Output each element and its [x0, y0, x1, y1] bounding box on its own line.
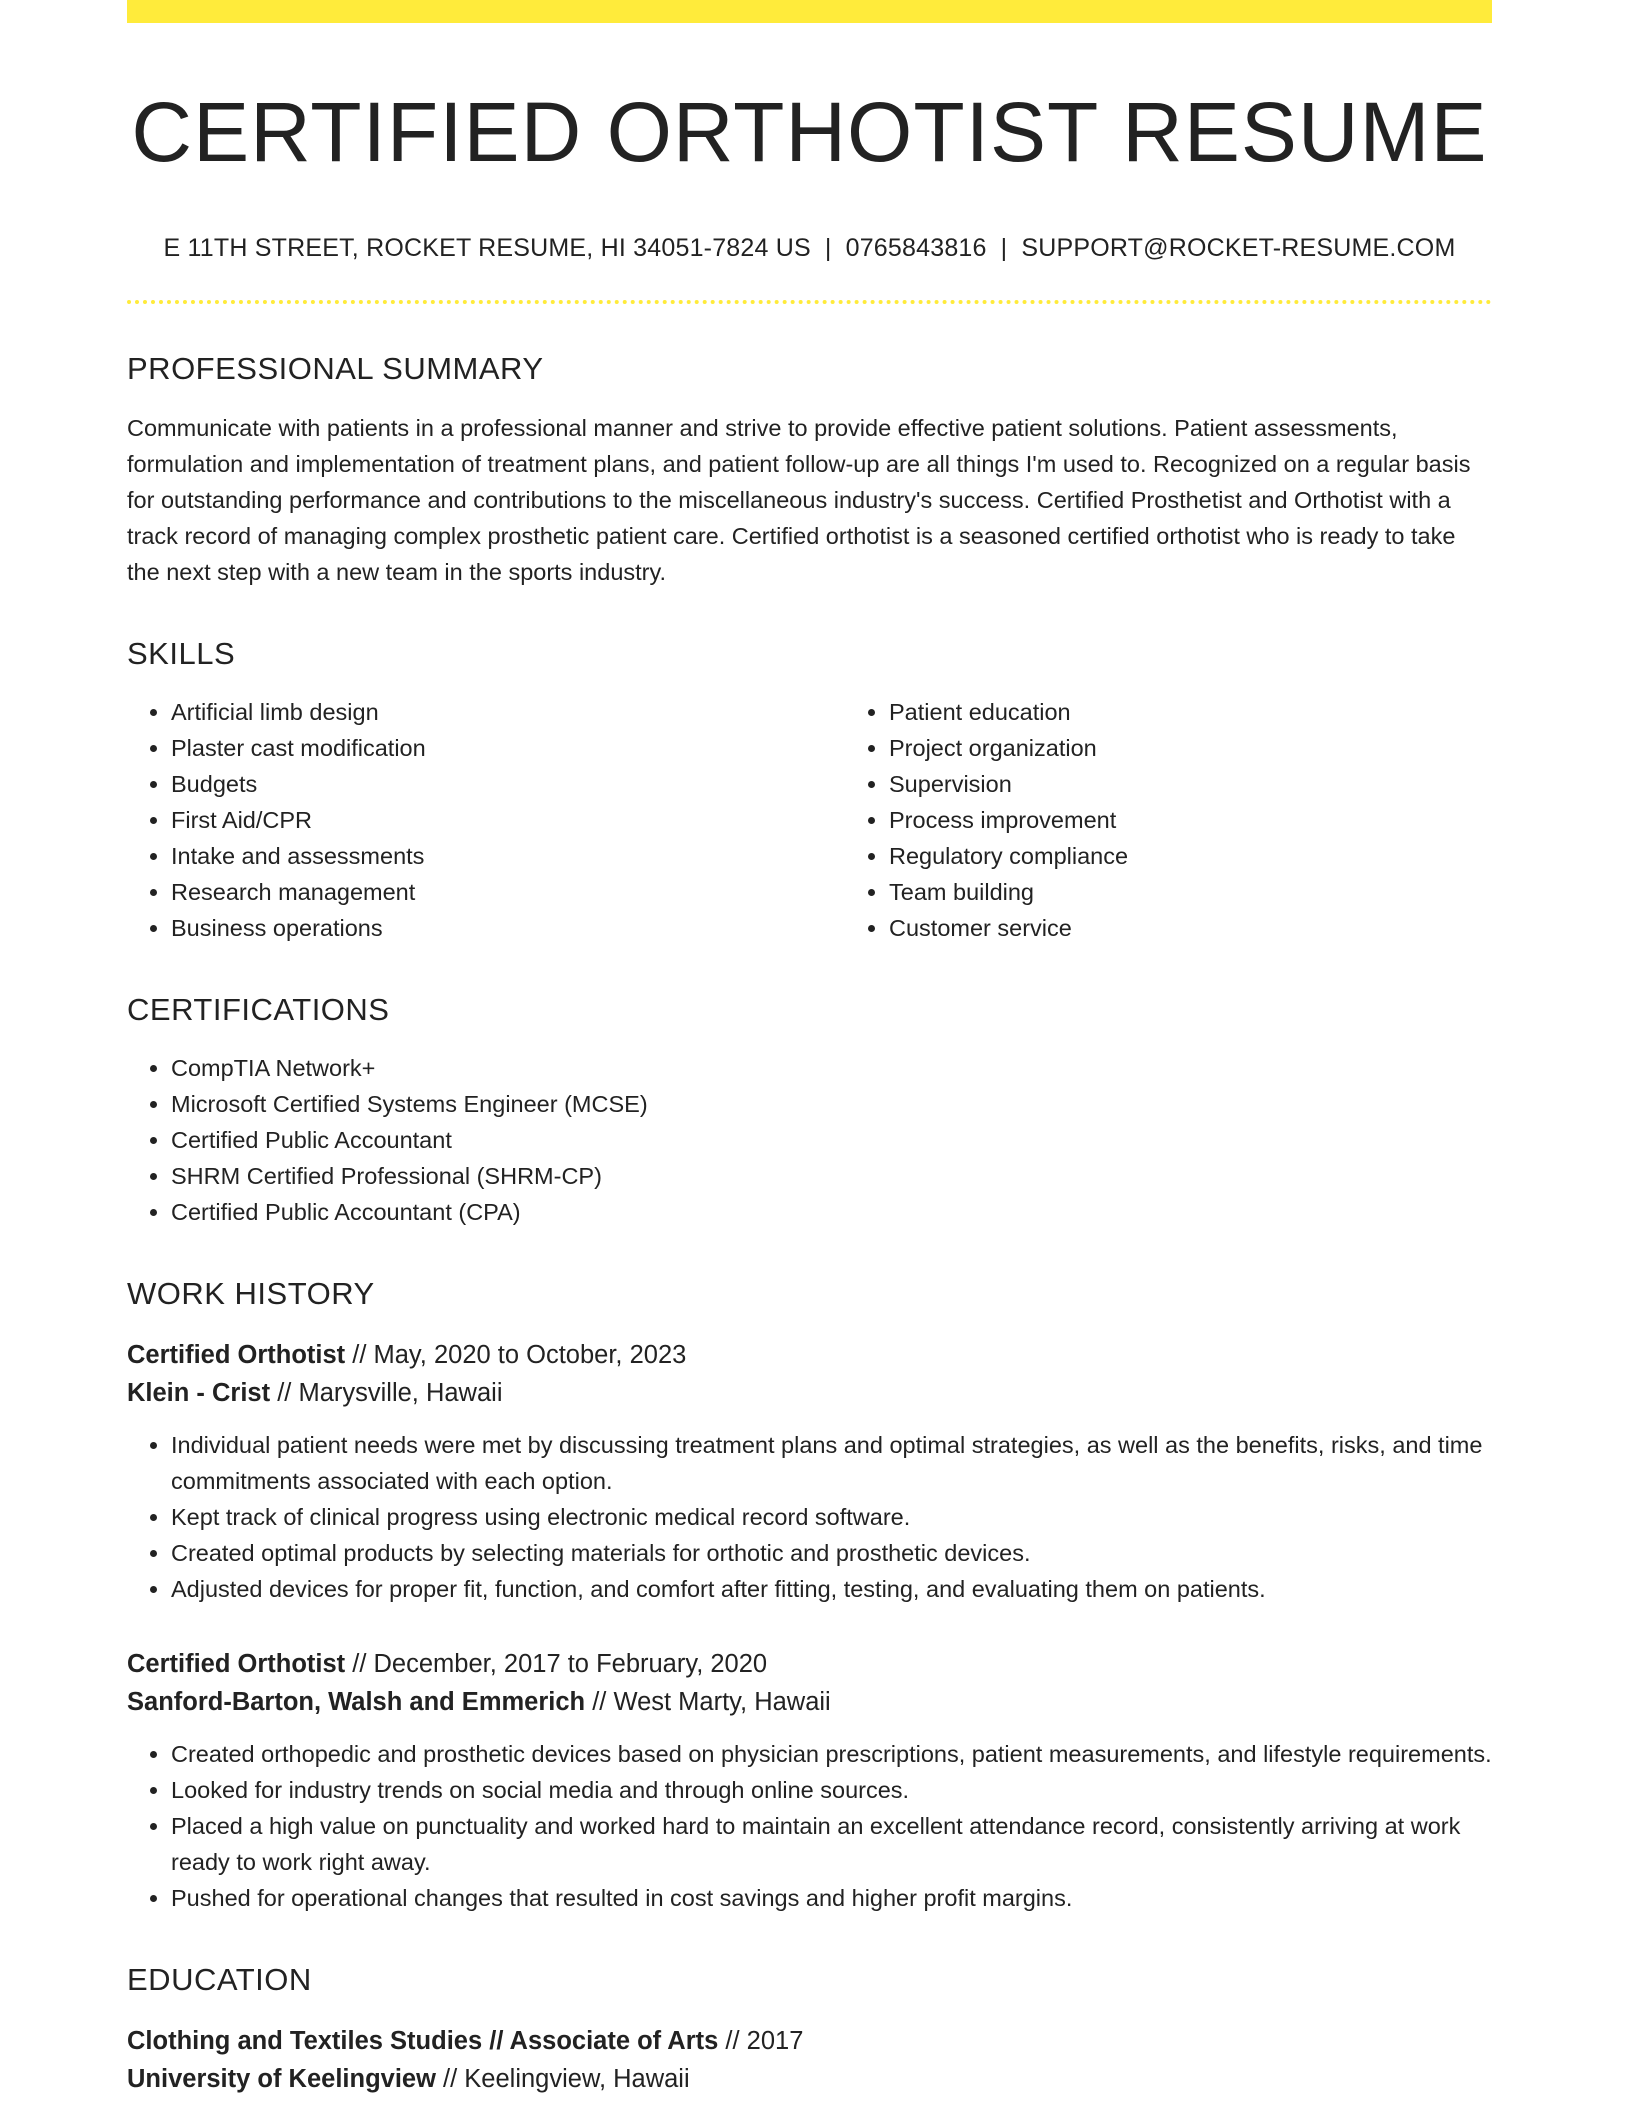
job-bullet: • Adjusted devices for proper fit, function, and comfort after fitting, testing, and evaluating them on patients.	[171, 1571, 1492, 1607]
contact-address: E 11TH STREET, ROCKET RESUME, HI 34051-7824 US	[163, 234, 811, 263]
education-year: // 2017	[718, 2027, 804, 2056]
accent-top-bar	[127, 0, 1492, 23]
skill-item: • Customer service	[889, 910, 1563, 946]
job-bullet: • Kept track of clinical progress using electronic medical record software.	[171, 1499, 1492, 1535]
job-location: // Marysville, Hawaii	[270, 1379, 503, 1408]
skills-list-right	[845, 694, 1563, 946]
certification-item: • Microsoft Certified Systems Engineer (MCSE)	[171, 1086, 1492, 1122]
skill-item: • Process improvement	[889, 802, 1563, 838]
page-title: CERTIFIED ORTHOTIST RESUME	[131, 85, 1488, 179]
job-dates: // December, 2017 to February, 2020	[345, 1650, 768, 1679]
job-title-line	[127, 1336, 1492, 1374]
job-title: Certified Orthotist	[127, 1650, 346, 1679]
skill-item: • Research management	[171, 874, 845, 910]
education-school: University of Keelingview	[127, 2065, 436, 2094]
skill-item: • Project organization	[889, 730, 1563, 766]
skill-item: • Budgets	[171, 766, 845, 802]
certification-item: • SHRM Certified Professional (SHRM-CP)	[171, 1158, 1492, 1194]
job-bullet: • Pushed for operational changes that resulted in cost savings and higher profit margins.	[171, 1880, 1492, 1916]
resume-page	[127, 0, 1492, 2098]
job-bullet: • Created orthopedic and prosthetic devices based on physician prescriptions, patient measurements, and lifestyle requirements.	[171, 1736, 1492, 1772]
contact-separator: |	[1000, 234, 1008, 263]
skill-item: • Business operations	[171, 910, 845, 946]
job-dates: // May, 2020 to October, 2023	[345, 1341, 687, 1370]
skill-item: • Patient education	[889, 694, 1563, 730]
job-title-line	[127, 1645, 1492, 1683]
job-entry	[127, 1336, 1492, 1607]
skills-grid	[127, 694, 1492, 946]
skill-item: • Plaster cast modification	[171, 730, 845, 766]
summary-text: Communicate with patients in a professional manner and strive to provide effective patient solutions. Patient assessments, formulation and implementation of treatment plans, and patient follow-up are all things I'm used to. Recognized on a regular basis for outstanding performance and contributions to the miscellaneous industry's success. Certified Prosthetist and Orthotist with a track record of managing complex prosthetic patient care. Certified orthotist is a seasoned certified orthotist who is ready to take the next step with a new team in the sports industry.	[127, 414, 1471, 585]
job-company-line	[127, 1374, 1492, 1412]
contact-email: SUPPORT@ROCKET-RESUME.COM	[1021, 234, 1456, 263]
job-bullets	[127, 1427, 1492, 1607]
job-location: // West Marty, Hawaii	[585, 1688, 831, 1717]
job-entry	[127, 1645, 1492, 1916]
work-history-heading: WORK HISTORY	[127, 1275, 375, 1311]
education-school-line	[127, 2060, 1492, 2098]
job-title: Certified Orthotist	[127, 1341, 346, 1370]
education-location: // Keelingview, Hawaii	[435, 2065, 690, 2094]
job-bullet: • Individual patient needs were met by discussing treatment plans and optimal strategies, as well as the benefits, risks, and time commitments associated with each option.	[171, 1427, 1492, 1499]
job-company: Sanford-Barton, Walsh and Emmerich	[127, 1688, 586, 1717]
certification-item: • Certified Public Accountant (CPA)	[171, 1194, 1492, 1230]
certification-item: • Certified Public Accountant	[171, 1122, 1492, 1158]
job-bullets	[127, 1736, 1492, 1916]
education-degree-line	[127, 2022, 1492, 2060]
education-degree: Clothing and Textiles Studies // Associate of Arts	[127, 2027, 719, 2056]
contact-separator: |	[824, 234, 832, 263]
job-bullet: • Placed a high value on punctuality and worked hard to maintain an excellent attendance record, consistently arriving at work ready to work right away.	[171, 1808, 1492, 1880]
summary-heading: PROFESSIONAL SUMMARY	[127, 351, 544, 387]
contact-line	[127, 233, 1492, 263]
contact-phone: 0765843816	[845, 234, 987, 263]
skill-item: • Regulatory compliance	[889, 838, 1563, 874]
job-company-line	[127, 1683, 1492, 1721]
job-bullet: • Created optimal products by selecting materials for orthotic and prosthetic devices.	[171, 1535, 1492, 1571]
skill-item: • Supervision	[889, 766, 1563, 802]
skill-item: • First Aid/CPR	[171, 802, 845, 838]
certifications-list	[127, 1050, 1492, 1230]
skills-heading: SKILLS	[127, 635, 236, 671]
education-heading: EDUCATION	[127, 1962, 312, 1998]
skills-list-left	[127, 694, 845, 946]
job-company: Klein - Crist	[127, 1379, 271, 1408]
certifications-heading: CERTIFICATIONS	[127, 991, 390, 1027]
dotted-divider	[127, 300, 1492, 304]
skill-item: • Intake and assessments	[171, 838, 845, 874]
skill-item: • Team building	[889, 874, 1563, 910]
certification-item: • CompTIA Network+	[171, 1050, 1492, 1086]
skill-item: • Artificial limb design	[171, 694, 845, 730]
job-bullet: • Looked for industry trends on social media and through online sources.	[171, 1772, 1492, 1808]
